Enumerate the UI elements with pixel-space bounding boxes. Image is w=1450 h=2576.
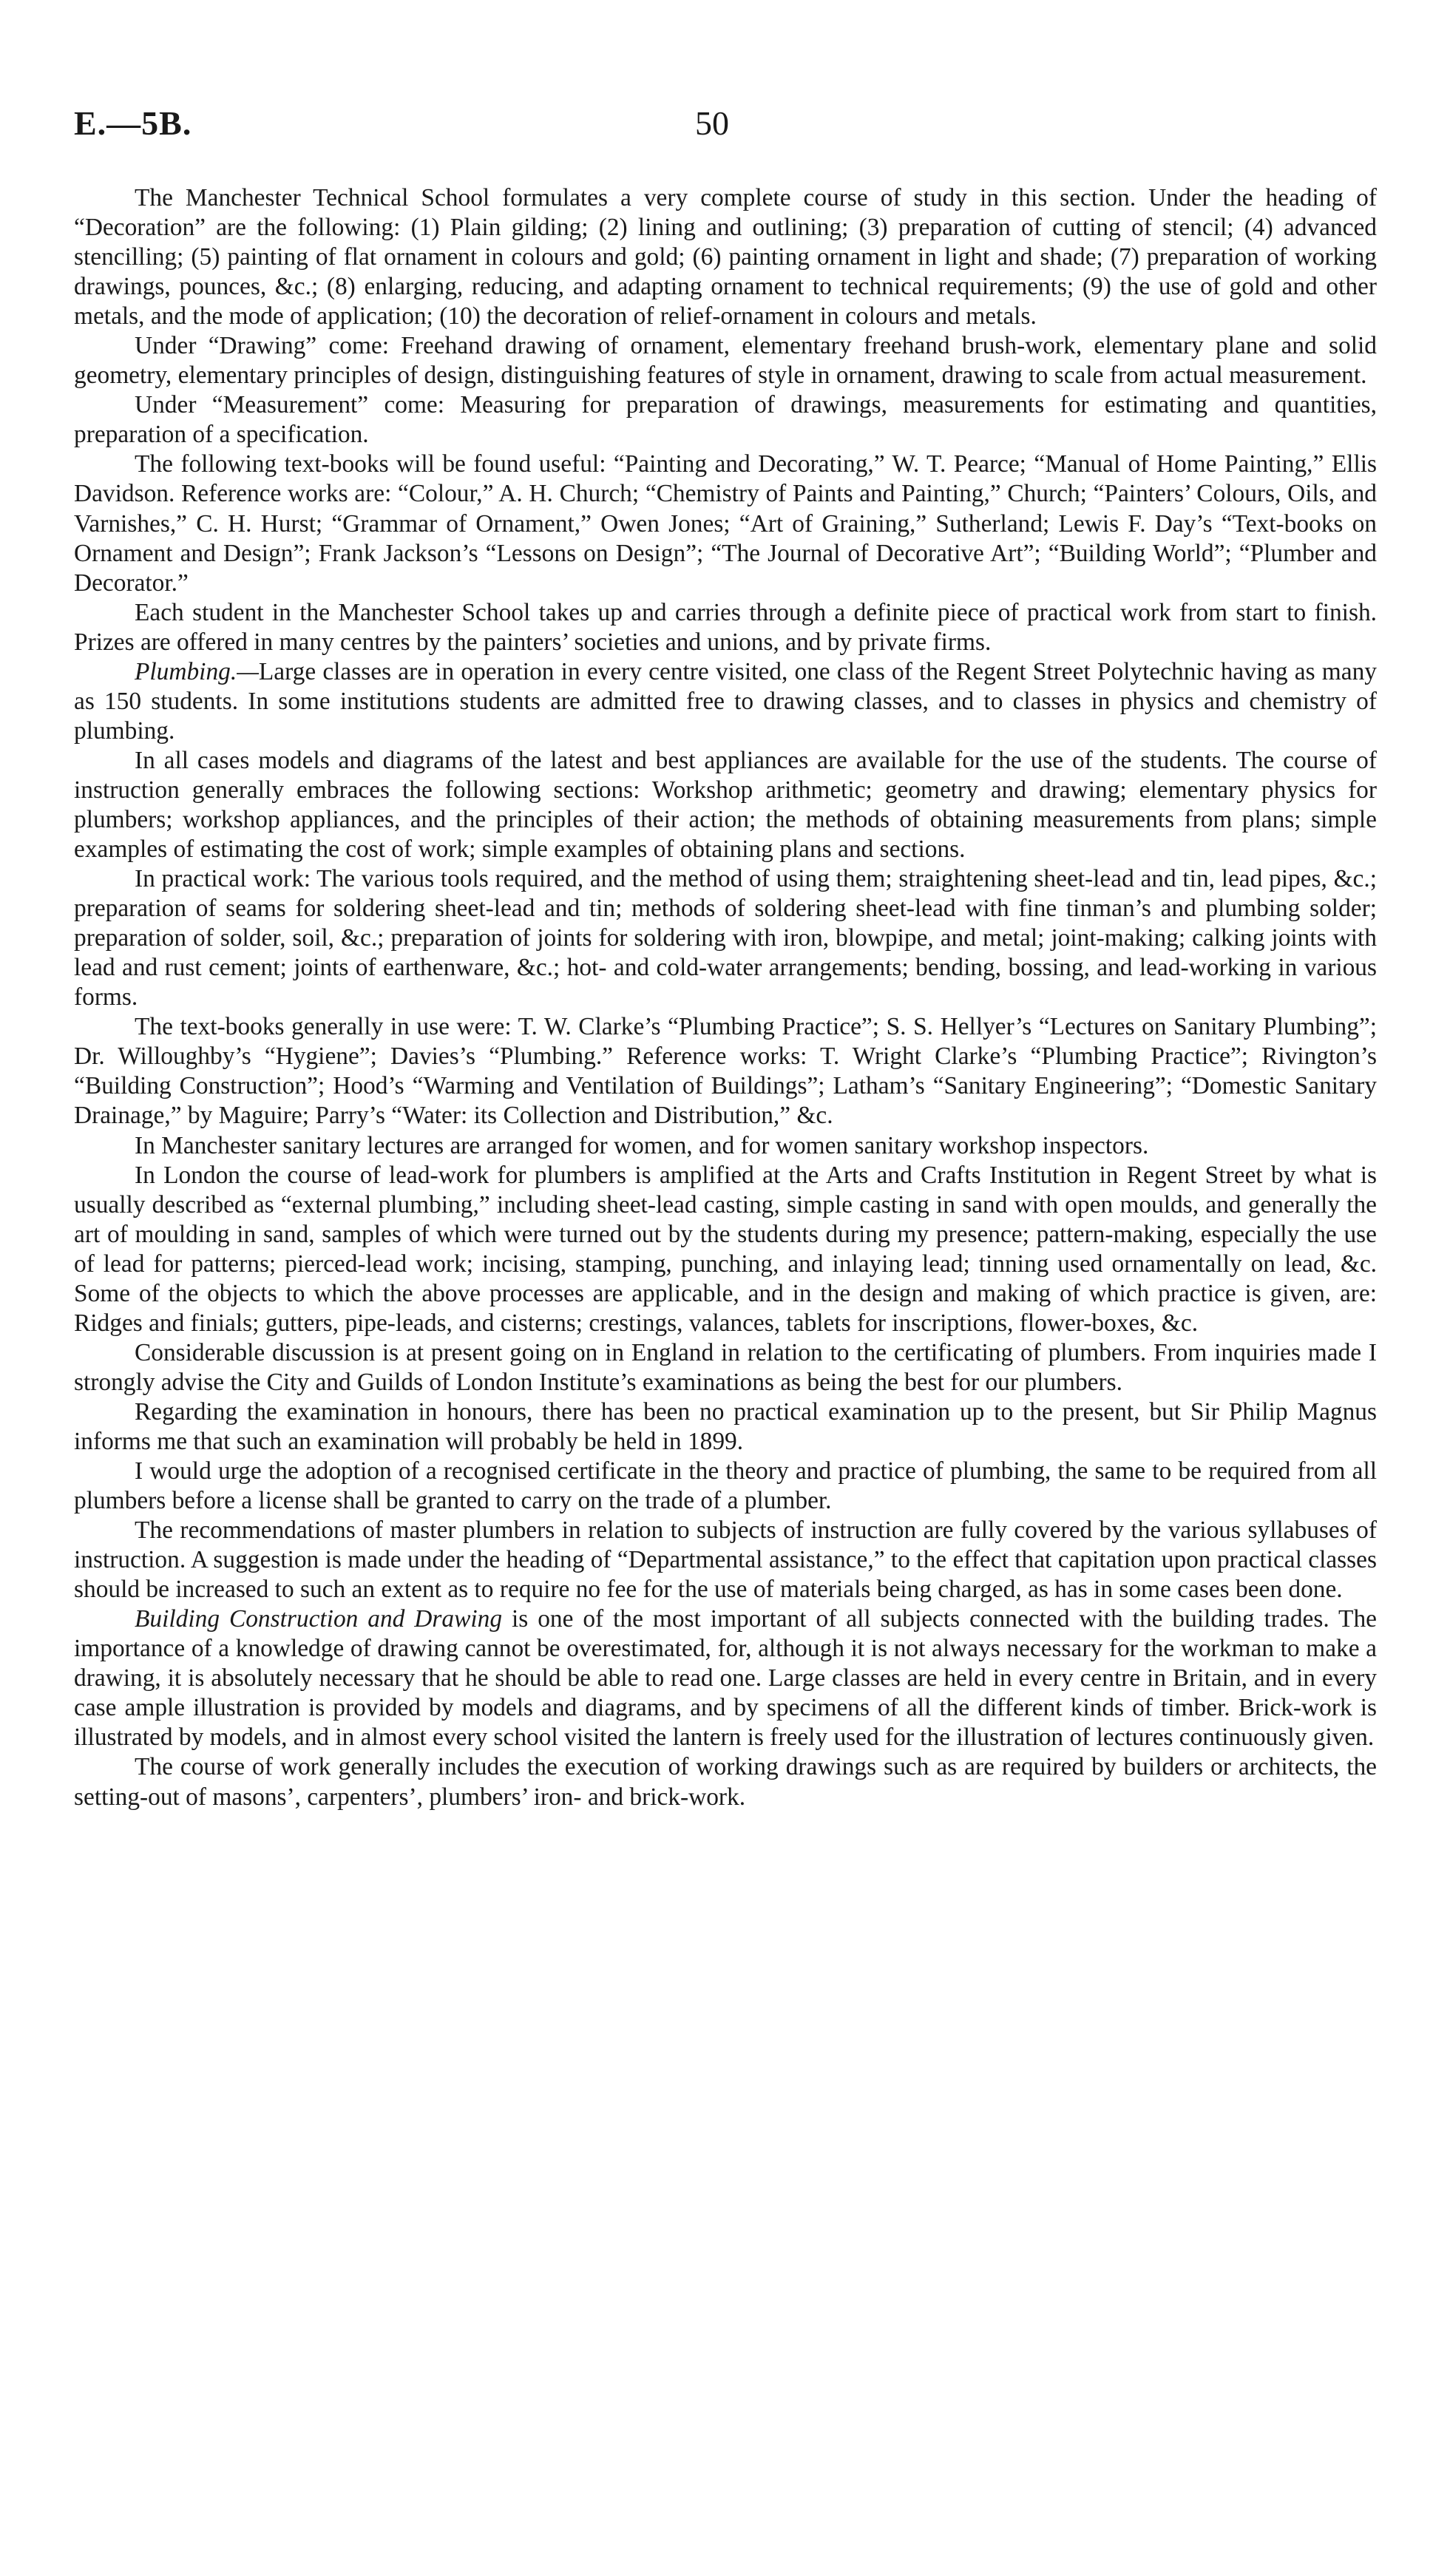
paragraph-decoration-course: The Manchester Technical School formulates a very complete course of study in this section. Under the heading of “Decoration” are the following: (1) Plain gilding; (2) lining and outlining; (3) preparation of cutting of stencil; (4) advanced stencilling; (5) painting of flat ornament in colours and gold; (6) painting ornament in light and shade; (7) preparation of working drawings, pounces, &c.; (8) enlarging, reducing, and adapting ornament to technical requirements; (9) the use of gold and other metals, and the mode of application; (10) the decoration of relief-ornament in colours and metals.	[74, 184, 1377, 331]
paragraph-building-construction	[74, 1604, 1377, 1752]
paragraph-course-of-work: The course of work generally includes the execution of working drawings such as are required by builders or architects, the setting-out of masons’, carpenters’, plumbers’ iron- and brick-work.	[74, 1753, 1377, 1811]
paragraph-london-lead-work: In London the course of lead-work for plumbers is amplified at the Arts and Crafts Institution in Regent Street by what is usually described as “external plumbing,” including sheet-lead casting, simple casting in sand with open moulds, and generally the art of moulding in sand, samples of which were turned out by the students during my presence; pattern-making, especially the use of lead for patterns; pierced-lead work; incising, stamping, punching, and inlaying lead; tinning used ornamentally on lead, &c. Some of the objects to which the above processes are applicable, and in the design and making of which practice is given, are: Ridges and finials; gutters, pipe-leads, and cisterns; crestings, valances, tablets for inscriptions, flower-boxes, &c.	[74, 1161, 1377, 1337]
running-head	[74, 104, 1375, 148]
paragraph-measurement: Under “Measurement” come: Measuring for preparation of drawings, measurements for estimating and quantities, preparation of a specification.	[74, 391, 1377, 449]
run-in-head-building: Building Construction and Drawing	[135, 1605, 503, 1633]
paragraph-master-plumbers: The recommendations of master plumbers in relation to subjects of instruction are fully covered by the various syllabuses of instruction. A suggestion is made under the heading of “Departmental assistance,” to the effect that capitation upon practical classes should be increased to such an extent as to require no fee for the use of materials being charged, as has in some cases been done.	[74, 1516, 1377, 1604]
paragraph-certificating: Considerable discussion is at present going on in England in relation to the certificating of plumbers. From inquiries made I strongly advise the City and Guilds of London Institute’s examinations as being the best for our plumbers.	[74, 1338, 1377, 1396]
run-in-head-plumbing: Plumbing.—	[135, 657, 259, 685]
paragraph-models-and-diagrams: In all cases models and diagrams of the latest and best appliances are available for the use of the students. The course of instruction generally embraces the following sections: Workshop arithmetic; geometry and drawing; elementary physics for plumbers; workshop appliances, and the principles of their action; the methods of obtaining measurements from plans; simple examples of estimating the cost of work; simple examples of obtaining plans and sections.	[74, 746, 1377, 864]
paragraph-text-books-painting: The following text-books will be found useful: “Painting and Decorating,” W. T. Pearce; “Manual of Home Painting,” Ellis Davidson. Reference works are: “Colour,” A. H. Church; “Chemistry of Paints and Painting,” Church; “Painters’ Colours, Oils, and Varnishes,” C. H. Hurst; “Grammar of Ornament,” Owen Jones; “Art of Graining,” Sutherland; Lewis F. Day’s “Text-books on Ornament and Design”; Frank Jackson’s “Lessons on Design”; “The Journal of Decorative Art”; “Building World”; “Plumber and Decorator.”	[74, 450, 1377, 597]
page-number: 50	[695, 104, 729, 142]
paragraph-recognised-certificate: I would urge the adoption of a recognised certificate in the theory and practice of plumbing, the same to be required from all plumbers before a license shall be granted to carry on the trade of a plumber.	[74, 1457, 1377, 1515]
paragraph-plumbing	[74, 657, 1377, 746]
paragraph-building-construction-text: is one of the most important of all subjects connected with the building trades. The importance of a knowledge of drawing cannot be overestimated, for, although it is not always necessary for the workman to make a drawing, it is absolutely necessary that he should be able to read one. Large classes are held in every centre in Britain, and in every case ample illustration is provided by models and diagrams, and by specimens of all the different kinds of timber. Brick-work is illustrated by models, and in almost every school visited the lantern is freely used for the illustration of lectures continuously given.	[74, 1605, 1377, 1752]
paragraph-drawing: Under “Drawing” come: Freehand drawing of ornament, elementary freehand brush-work, elementary plane and solid geometry, elementary principles of design, distinguishing features of style in ornament, drawing to scale from actual measurement.	[74, 332, 1377, 390]
series-code: E.—5B.	[74, 104, 192, 142]
paragraph-practical-work: In practical work: The various tools required, and the method of using them; straightening sheet-lead and tin, lead pipes, &c.; preparation of seams for soldering sheet-lead and tin; methods of soldering sheet-lead with fine tinman’s and plumbing solder; preparation of solder, soil, &c.; preparation of joints for soldering with iron, blowpipe, and metal; joint-making; calking joints with lead and rust cement; joints of earthenware, &c.; hot- and cold-water arrangements; bending, bossing, and lead-working in various forms.	[74, 865, 1377, 1011]
paragraph-manchester-student-work: Each student in the Manchester School takes up and carries through a definite piece of practical work from start to finish. Prizes are offered in many centres by the painters’ societies and unions, and by private firms.	[74, 598, 1377, 656]
paragraph-text-books-plumbing: The text-books generally in use were: T. W. Clarke’s “Plumbing Practice”; S. S. Hellyer’s “Lectures on Sanitary Plumbing”; Dr. Willoughby’s “Hygiene”; Davies’s “Plumbing.” Reference works: T. Wright Clarke’s “Plumbing Practice”; Rivington’s “Building Construction”; Hood’s “Warming and Ventilation of Buildings”; Latham’s “Sanitary Engineering”; “Domestic Sanitary Drainage,” by Maguire; Parry’s “Water: its Collection and Distribution,” &c.	[74, 1013, 1377, 1130]
paragraph-sanitary-lectures: In Manchester sanitary lectures are arranged for women, and for women sanitary workshop inspectors.	[135, 1131, 1149, 1159]
paragraph-plumbing-text: Large classes are in operation in every centre visited, one class of the Regent Street Polytechnic having as many as 150 students. In some institutions students are admitted free to drawing classes, and to classes in physics and chemistry of plumbing.	[74, 657, 1377, 745]
body-text	[74, 183, 1377, 1812]
paragraph-honours-examination: Regarding the examination in honours, there has been no practical examination up to the present, but Sir Philip Magnus informs me that such an examination will probably be held in 1899.	[74, 1397, 1377, 1455]
